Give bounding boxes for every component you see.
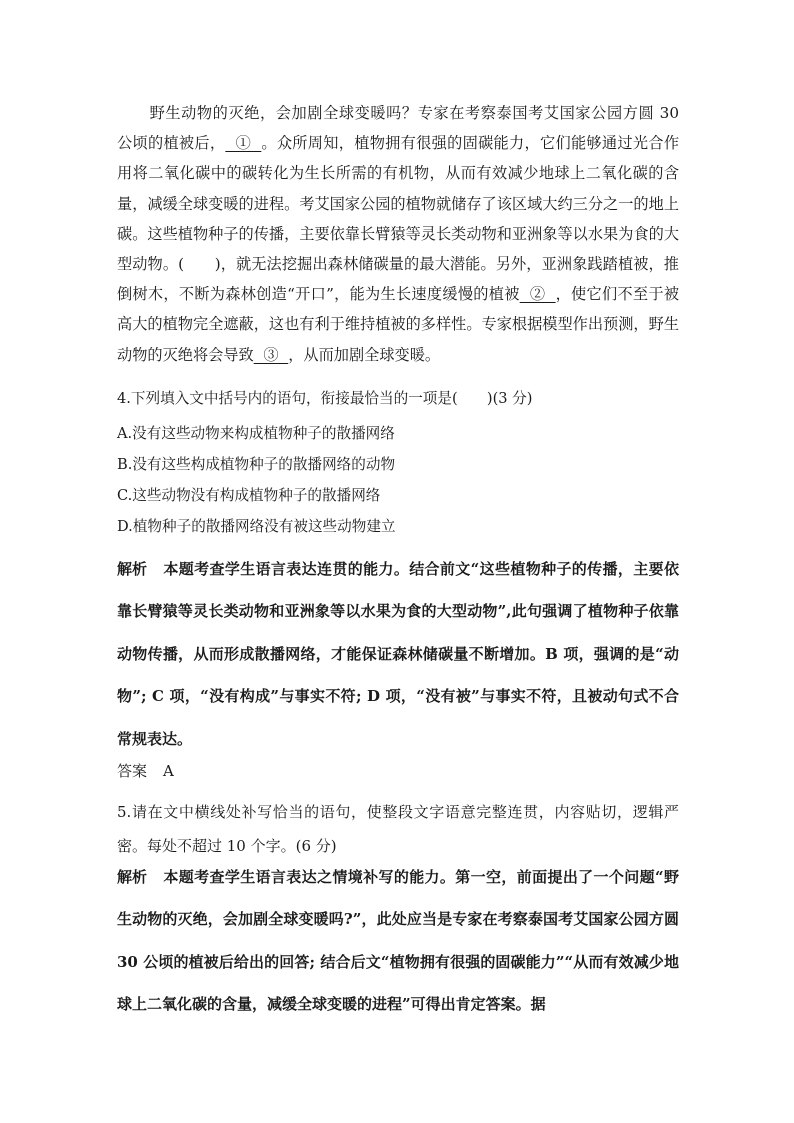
blank-3: ③ xyxy=(253,345,289,364)
passage-text-2: 。众所周知，植物拥有很强的固碳能力，它们能够通过光合作用将二氧化碳中的碳转化为生长所需的有机物，从而有效减少地球上二氧化碳的含量，减缓全球变暖的进程。考艾国家公园的植物就储存了该区域大约三分之一的地上碳。这些植物种子的传播，主要依靠长臂猿等灵长类动物和亚洲象等以水果为食的大型动物。( )，就无法挖掘出森林储碳量的最大潜能。另外，亚洲象践踏植被，推倒树木，不断为森林创造“开口”，能为生长速度缓慢的植被 xyxy=(117,134,680,304)
question-4-answer xyxy=(117,757,174,785)
passage-text-3: ，使它们不至于被高大的植物完全遮蔽，这也有利于维持植被的多样性。专家根据模型作出预测，野生动物的灭绝将会导致 xyxy=(117,285,680,364)
passage-text-4: ，从而加剧全球变暖。 xyxy=(288,345,441,364)
answer-value: A xyxy=(163,762,174,780)
passage-text-1: 野生动物的灭绝，会加剧全球变暖吗？专家在考察泰国考艾国家公园方圆 30 公顷的植被后， xyxy=(117,104,679,153)
answer-label: 答案 xyxy=(117,762,148,780)
question-4-stem: 4.下列填入文中括号内的语句，衔接最恰当的一项是( )(3 分) xyxy=(117,390,533,407)
blank-2: ② xyxy=(519,285,556,304)
analysis-label: 解析 xyxy=(117,868,148,886)
question-4-option-c: C.这些动物没有构成植物种子的散播网络 xyxy=(117,487,381,504)
analysis-text: 本题考查学生语言表达连贯的能力。结合前文“这些植物种子的传播，主要依靠长臂猿等灵长类动物和亚洲象等以水果为食的大型动物”,此句强调了植物种子依靠动物传播，从而形成散播网络，才能保证森林储碳量不断增加。B 项，强调的是“动物”; C 项，“没有构成”与事实不符; D 项，“没有被”与事实不符，且被动句式不合常规表达。 xyxy=(117,560,679,748)
question-4-option-b: B.没有这些构成植物种子的散播网络的动物 xyxy=(117,456,396,473)
question-5-stem: 5.请在文中横线处补写恰当的语句，使整段文字语意完整连贯，内容贴切，逻辑严密。每处不超过 10 个字。(6 分) xyxy=(117,803,679,855)
analysis-label: 解析 xyxy=(117,560,148,578)
question-4-analysis xyxy=(117,548,679,760)
question-4-option-a: A.没有这些动物来构成植物种子的散播网络 xyxy=(117,425,395,442)
question-4-option-d: D.植物种子的散播网络没有被这些动物建立 xyxy=(117,518,396,535)
blank-1: ① xyxy=(225,134,262,153)
analysis-text: 本题考查学生语言表达之情境补写的能力。第一空，前面提出了一个问题“野生动物的灭绝，会加剧全球变暖吗?”，此处应当是专家在考察泰国考艾国家公园方圆 30 公顷的植被后给出的回答; 结合后文“植物拥有很强的固碳能力”“从而有效减少地球上二氧化碳的含量，减缓全球变暖的进程”可得出肯定答案。据 xyxy=(117,868,679,1014)
question-5-analysis xyxy=(117,856,679,1026)
reading-passage xyxy=(117,98,679,370)
